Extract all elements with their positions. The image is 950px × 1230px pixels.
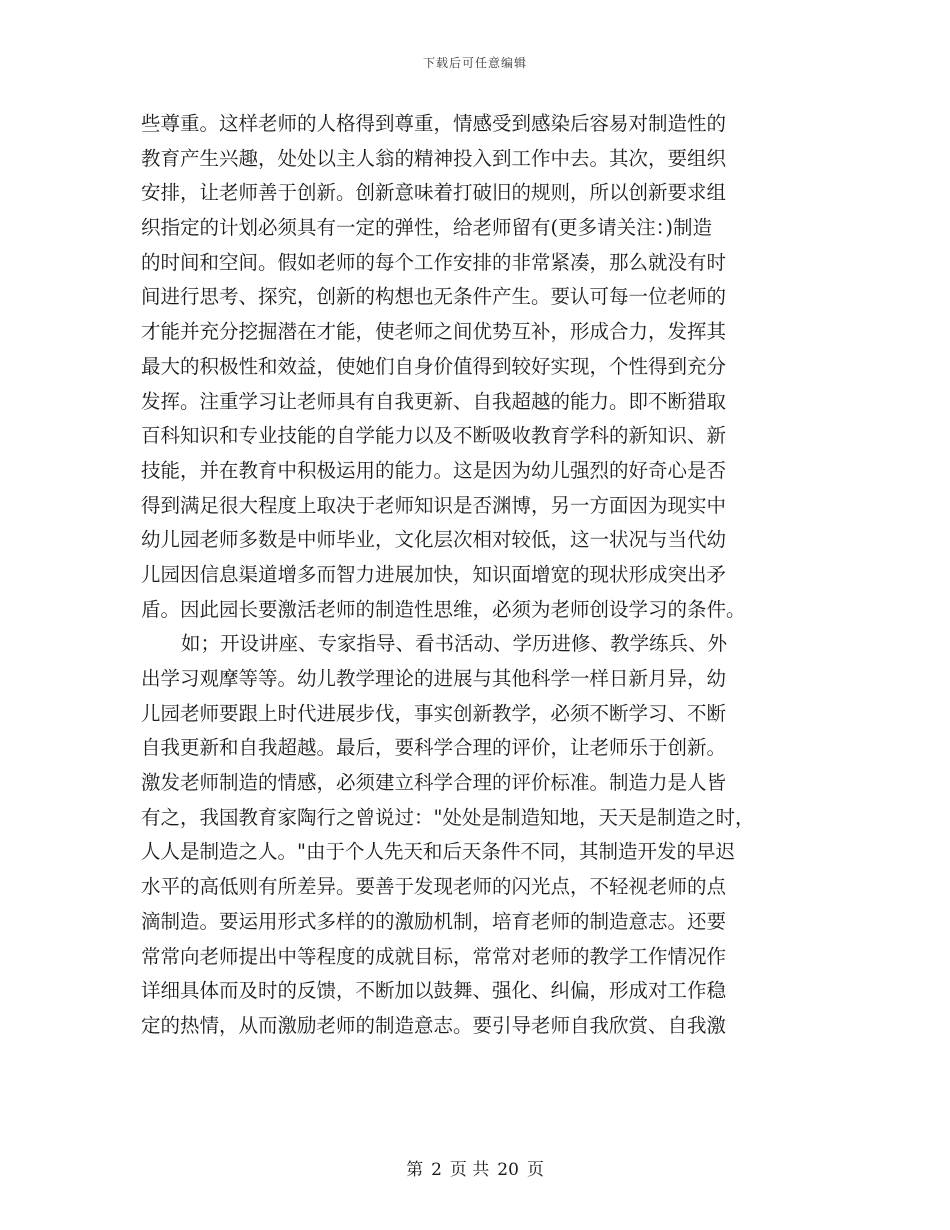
body-line: 发挥。注重学习让老师具有自我更新、自我超越的能力。即不断猎取 bbox=[141, 389, 727, 413]
page-number-middle: 页 共 bbox=[449, 1160, 490, 1180]
body-line-paragraph-start: 如；开设讲座、专家指导、看书活动、学历进修、教学练兵、外 bbox=[181, 632, 728, 656]
body-line: 的时间和空间。假如老师的每个工作安排的非常紧凑，那么就没有时 bbox=[141, 250, 727, 274]
body-line: 织指定的计划必须具有一定的弹性，给老师留有(更多请关注：)制造 bbox=[141, 216, 712, 240]
body-line: 最大的积极性和效益，使她们自身价值得到较好实现，个性得到充分 bbox=[141, 354, 727, 378]
body-line: 滴制造。要运用形式多样的的激励机制，培育老师的制造意志。还要 bbox=[141, 909, 727, 933]
body-line: 儿园老师要跟上时代进展步伐，事实创新教学，必须不断学习、不断 bbox=[141, 701, 727, 725]
page-header: 下载后可任意编辑 bbox=[422, 56, 527, 70]
body-line: 详细具体而及时的反馈，不断加以鼓舞、强化、纠偏，形成对工作稳 bbox=[141, 979, 727, 1003]
body-line: 技能，并在教育中积极运用的能力。这是因为幼儿强烈的好奇心是否 bbox=[141, 458, 727, 482]
body-line: 才能并充分挖掘潜在才能，使老师之间优势互补，形成合力，发挥其 bbox=[141, 320, 727, 344]
body-line: 出学习观摩等等。幼儿教学理论的进展与其他科学一样日新月异，幼 bbox=[141, 667, 727, 690]
body-line: 人人是制造之人。"由于个人先天和后天条件不同，其制造开发的早迟 bbox=[141, 840, 735, 864]
body-line: 些尊重。这样老师的人格得到尊重，情感受到感染后容易对制造性的 bbox=[141, 112, 727, 135]
body-line: 儿园因信息渠道增多而智力进展加快，知识面增宽的现状形成突出矛 bbox=[141, 562, 727, 586]
current-page-number: 2 bbox=[431, 1160, 442, 1180]
body-line: 安排，让老师善于创新。创新意味着打破旧的规则，所以创新要求组 bbox=[141, 181, 727, 205]
body-line: 水平的高低则有所差异。要善于发现老师的闪光点，不轻视老师的点 bbox=[141, 875, 727, 899]
body-line: 教育产生兴趣，处处以主人翁的精神投入到工作中去。其次，要组织 bbox=[141, 146, 727, 170]
page-footer bbox=[0, 1155, 950, 1180]
page-number-suffix: 页 bbox=[526, 1160, 544, 1180]
body-line: 自我更新和自我超越。最后，要科学合理的评价，让老师乐于创新。 bbox=[141, 736, 727, 760]
page-number-prefix: 第 bbox=[406, 1160, 424, 1180]
body-line: 定的热情，从而激励老师的制造意志。要引导老师自我欣赏、自我激 bbox=[141, 1013, 727, 1037]
document-body bbox=[141, 107, 811, 1044]
body-line: 百科知识和专业技能的自学能力以及不断吸收教育学科的新知识、新 bbox=[141, 424, 727, 448]
body-line: 有之，我国教育家陶行之曾说过："处处是制造知地，天天是制造之时， bbox=[141, 805, 755, 829]
body-line: 常常向老师提出中等程度的成就目标，常常对老师的教学工作情况作 bbox=[141, 944, 727, 968]
body-line: 幼儿园老师多数是中师毕业，文化层次相对较低，这一状况与当代幼 bbox=[141, 528, 727, 552]
body-line: 间进行思考、探究，创新的构想也无条件产生。要认可每一位老师的 bbox=[141, 285, 727, 309]
body-line: 得到满足很大程度上取决于老师知识是否渊博，另一方面因为现实中 bbox=[141, 493, 727, 517]
body-line: 盾。因此园长要激活老师的制造性思维，必须为老师创设学习的条件。 bbox=[141, 597, 746, 621]
body-line: 激发老师制造的情感，必须建立科学合理的评价标准。制造力是人皆 bbox=[141, 771, 727, 795]
total-page-count: 20 bbox=[497, 1160, 519, 1180]
